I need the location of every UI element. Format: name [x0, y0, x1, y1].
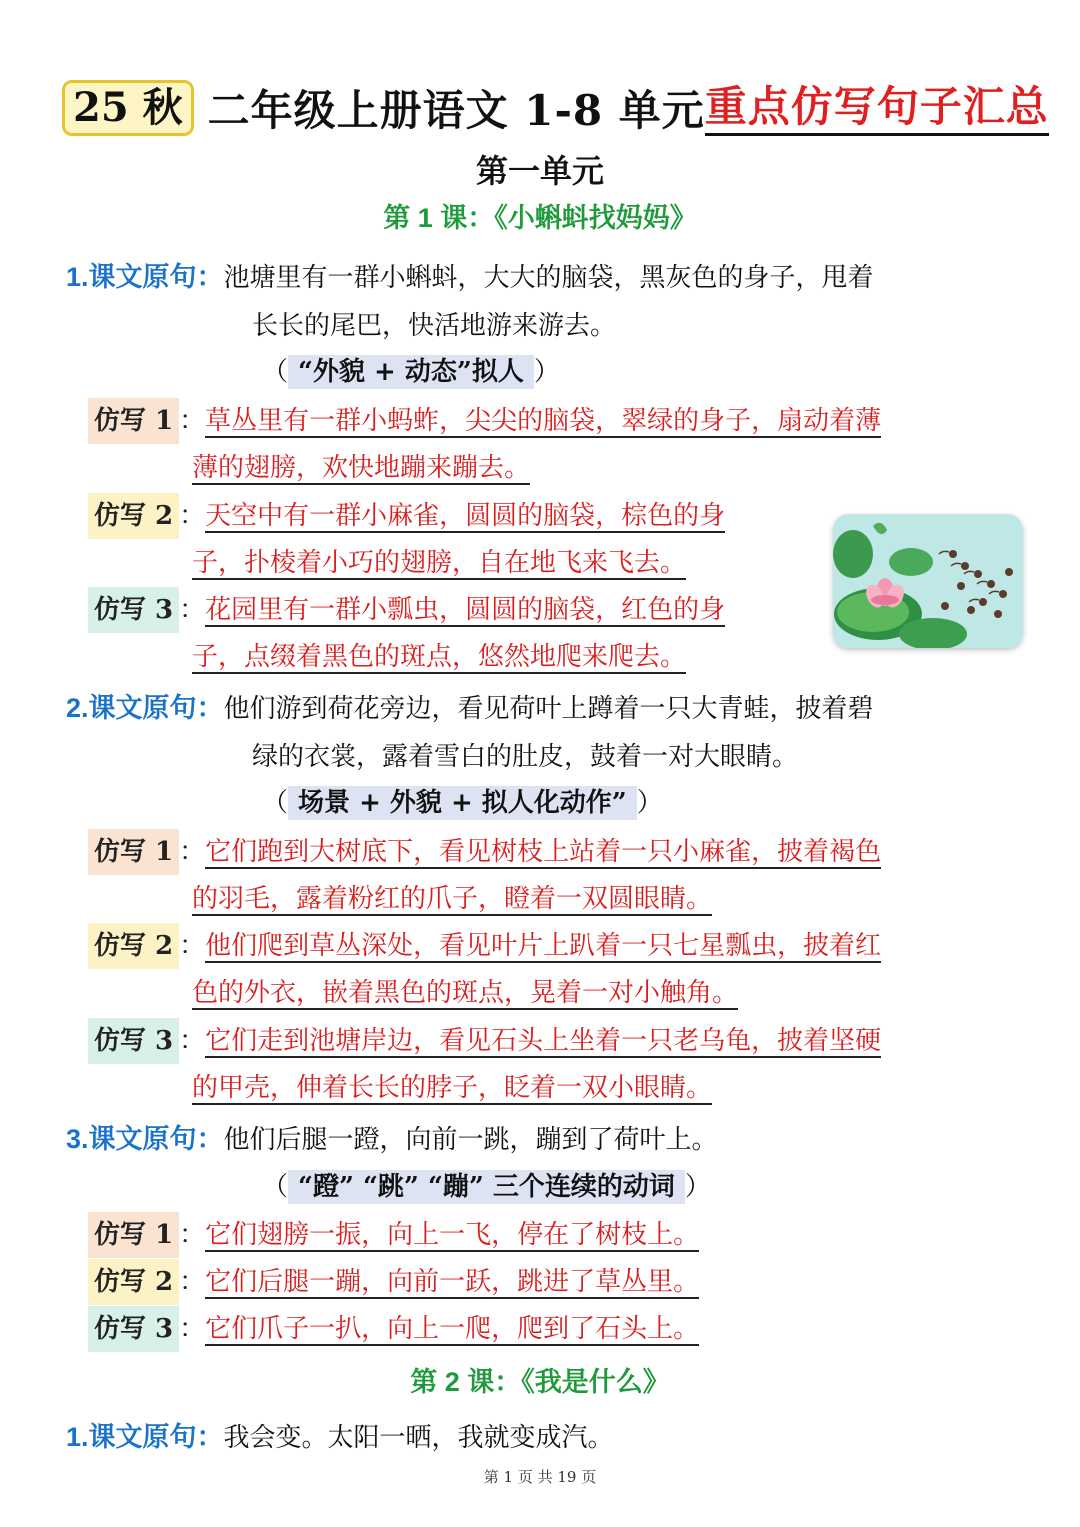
imitation-tag: 仿写 2 — [88, 923, 179, 969]
imitation-tag: 仿写 2 — [88, 493, 179, 539]
technique-note — [262, 1167, 711, 1207]
imitation-text: 花园里有一群小瓢虫，圆圆的脑袋，红色的身 — [205, 595, 726, 625]
imitation-tag: 仿写 1 — [88, 1212, 179, 1258]
imitation-text: 它们走到池塘岸边，看见石头上坐着一只老乌龟，披着坚硬 — [205, 1026, 882, 1056]
imitation-text: 它们翅膀一振，向上一飞，停在了树枝上。 — [205, 1220, 700, 1250]
colon: ： — [179, 406, 206, 436]
original-text-line1: 我会变。太阳一晒，我就变成汽。 — [223, 1423, 614, 1453]
technique-note — [262, 783, 663, 823]
imitation-text: 它们后腿一蹦，向前一跃，跳进了草丛里。 — [205, 1267, 700, 1297]
original-sentence-2 — [66, 684, 1021, 781]
imitation-text: 草丛里有一群小蚂蚱，尖尖的脑袋，翠绿的身子，扇动着薄 — [205, 406, 882, 436]
imitation-tag: 仿写 1 — [88, 829, 179, 875]
imitation-text: 子，扑棱着小巧的翅膀，自在地飞来飞去。 — [192, 548, 687, 578]
paren-close: ） — [636, 788, 663, 818]
original-label: 3.课文原句： — [66, 1124, 224, 1154]
imitation-2 — [88, 493, 725, 539]
imitation-text: 薄的翅膀，欢快地蹦来蹦去。 — [192, 453, 531, 483]
technique-highlight: 场景 + 外貌 + 拟人化动作” — [288, 786, 637, 820]
original-sentence-1 — [66, 1413, 1021, 1462]
page-title: 二年级上册语文 1-8 单元 — [207, 86, 705, 135]
imitation-text: 色的外衣，嵌着黑色的斑点，晃着一对小触角。 — [192, 978, 739, 1008]
imitation-tag: 仿写 2 — [88, 1259, 179, 1305]
imitation-tag: 仿写 3 — [88, 1306, 179, 1352]
original-text-line1: 池塘里有一群小蝌蚪，大大的脑袋，黑灰色的身子，甩着 — [223, 263, 874, 293]
lesson-title — [0, 1360, 1080, 1399]
paren-open: （ — [262, 357, 289, 387]
imitation-text: 的甲壳，伸着长长的脖子，眨着一双小眼睛。 — [192, 1073, 713, 1103]
imitation-3-cont — [192, 634, 686, 680]
original-sentence-1 — [66, 253, 1021, 350]
colon: ： — [179, 931, 206, 961]
imitation-3-cont — [192, 1065, 712, 1111]
paren-close: ） — [684, 1172, 711, 1202]
imitation-text: 天空中有一群小麻雀，圆圆的脑袋，棕色的身 — [205, 501, 726, 531]
technique-highlight: “蹬” “跳” “蹦” 三个连续的动词 — [288, 1170, 685, 1204]
imitation-1-cont — [192, 445, 530, 491]
lesson-name: 《我是什么》 — [521, 1367, 670, 1398]
original-sentence-3 — [66, 1115, 1021, 1164]
imitation-text: 子，点缀着黑色的斑点，悠然地爬来爬去。 — [192, 642, 687, 672]
unit-title: 第一单元 — [475, 152, 604, 190]
imitation-text: 的羽毛，露着粉红的爪子，瞪着一双圆眼睛。 — [192, 884, 713, 914]
colon: ： — [179, 837, 206, 867]
colon: ： — [179, 501, 206, 531]
imitation-1-cont — [192, 876, 712, 922]
season-badge: 25 秋 — [62, 80, 194, 136]
imitation-1 — [88, 398, 881, 444]
lotus-pond-tadpoles-icon — [833, 514, 1023, 648]
imitation-2 — [88, 1259, 699, 1305]
imitation-1 — [88, 1212, 699, 1258]
original-text-line1: 他们游到荷花旁边，看见荷叶上蹲着一只大青蛙，披着碧 — [223, 694, 874, 724]
imitation-tag: 仿写 3 — [88, 1018, 179, 1064]
colon: ： — [179, 1314, 206, 1344]
imitation-2 — [88, 923, 881, 969]
original-label: 1.课文原句： — [66, 262, 224, 292]
imitation-tag: 仿写 3 — [88, 587, 179, 633]
lesson-number: 第 1 课： — [383, 203, 495, 233]
colon: ： — [179, 595, 206, 625]
original-label: 1.课文原句： — [66, 1422, 224, 1452]
colon: ： — [179, 1267, 206, 1297]
technique-note — [262, 352, 560, 392]
imitation-text: 它们爪子一扒，向上一爬，爬到了石头上。 — [205, 1314, 700, 1344]
imitation-3 — [88, 1306, 699, 1352]
colon: ： — [179, 1026, 206, 1056]
paren-close: ） — [533, 357, 560, 387]
imitation-3 — [88, 587, 725, 633]
imitation-tag: 仿写 1 — [88, 398, 179, 444]
page-footer: 第 1 页 共 19 页 — [483, 1468, 597, 1486]
imitation-2-cont — [192, 970, 738, 1016]
original-text-line2: 绿的衣裳，露着雪白的肚皮，鼓着一对大眼睛。 — [252, 742, 799, 772]
colon: ： — [179, 1220, 206, 1250]
lesson-name: 《小蝌蚪找妈妈》 — [494, 203, 697, 234]
paren-open: （ — [262, 1172, 289, 1202]
paren-open: （ — [262, 788, 289, 818]
original-text-line2: 长长的尾巴，快活地游来游去。 — [252, 311, 617, 341]
technique-highlight: “外貌 + 动态”拟人 — [288, 355, 534, 389]
imitation-1 — [88, 829, 881, 875]
imitation-2-cont — [192, 540, 686, 586]
imitation-3 — [88, 1018, 881, 1064]
original-label: 2.课文原句： — [66, 693, 224, 723]
title-row — [62, 78, 1049, 138]
imitation-text: 他们爬到草丛深处，看见叶片上趴着一只七星瓢虫，披着红 — [205, 931, 882, 961]
lesson-number: 第 2 课： — [410, 1367, 522, 1397]
page-title-highlight: 重点仿写句子汇总 — [705, 81, 1049, 136]
original-text-line1: 他们后腿一蹬，向前一跳，蹦到了荷叶上。 — [223, 1125, 718, 1155]
imitation-text: 它们跑到大树底下，看见树枝上站着一只小麻雀，披着褐色 — [205, 837, 882, 867]
lesson-title — [0, 196, 1080, 235]
